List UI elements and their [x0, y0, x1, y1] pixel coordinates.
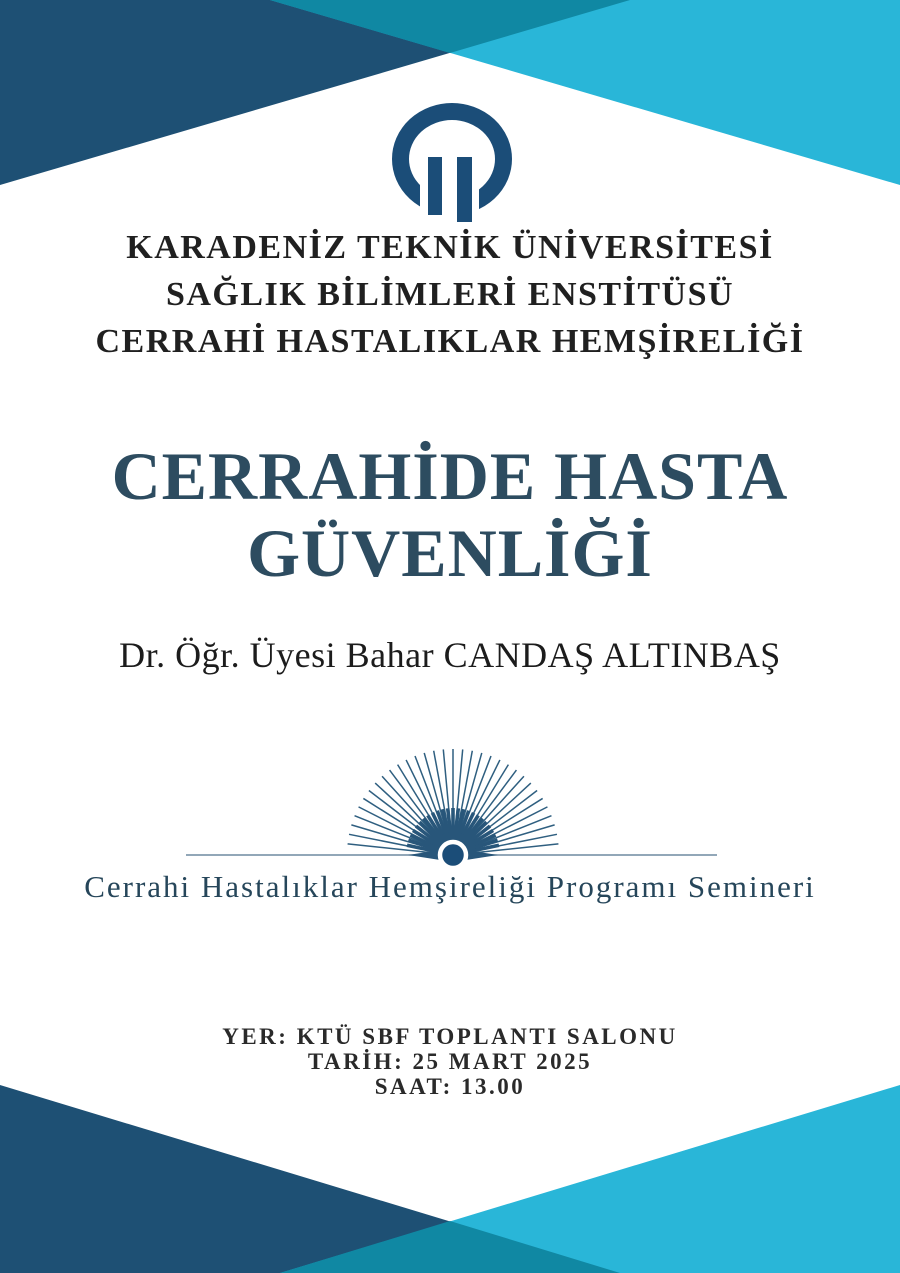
ktu-logo-icon [385, 92, 520, 227]
department-name: CERRAHİ HASTALIKLAR HEMŞİRELİĞİ [95, 323, 805, 360]
institution-header [0, 224, 900, 365]
date-line: TARİH: 25 MART 2025 [307, 1049, 593, 1074]
speaker-name: Dr. Öğr. Üyesi Bahar CANDAŞ ALTINBAŞ [119, 635, 781, 675]
open-book-fan-icon [150, 738, 750, 883]
institute-name: SAĞLIK BİLİMLERİ ENSTİTÜSÜ [165, 276, 735, 313]
logo-left-bar [428, 157, 442, 215]
title-line-2: GÜVENLİĞİ [247, 515, 653, 591]
logo-right-bar [457, 157, 472, 222]
venue-line: YER: KTÜ SBF TOPLANTI SALONU [222, 1024, 678, 1049]
event-details [0, 1024, 900, 1099]
series-caption: Cerrahi Hastalıklar Hemşireliği Programı Semineri [84, 869, 816, 904]
fan-center-circle [440, 842, 466, 868]
poster-title [0, 438, 900, 592]
title-line-1: CERRAHİDE HASTA [111, 438, 789, 514]
time-line: SAAT: 13.00 [374, 1074, 526, 1099]
university-name: KARADENİZ TEKNİK ÜNİVERSİTESİ [126, 229, 774, 266]
